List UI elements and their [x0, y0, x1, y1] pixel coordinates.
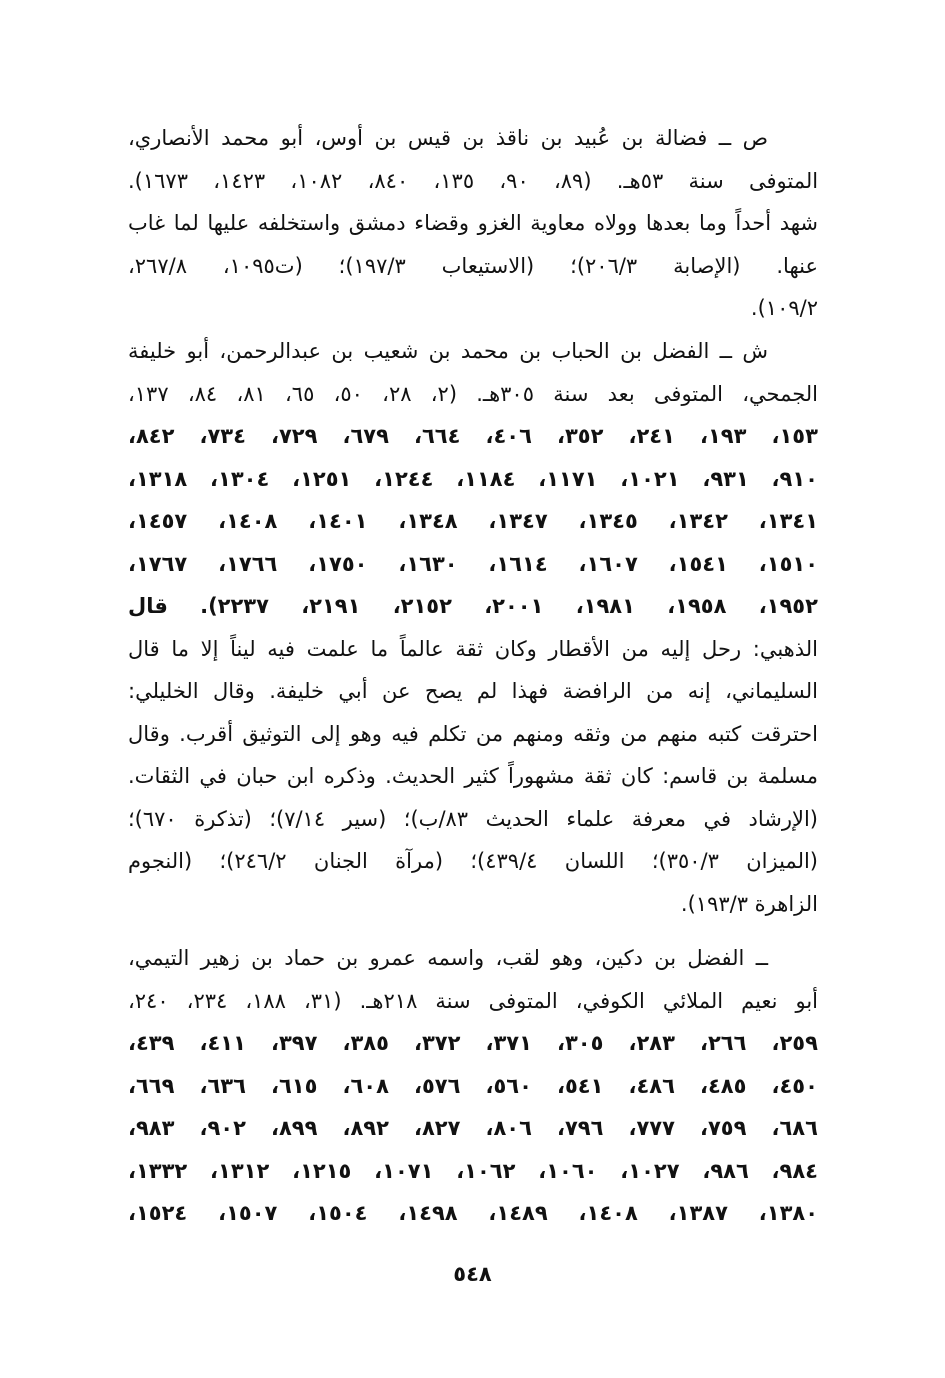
text-line: الذهبي: رحل إليه من الأقطار وكان ثقة عالماً ما علمت فيه ليناً إلا ما قال — [128, 636, 818, 661]
text-line: ١٠٩/٢). — [750, 296, 818, 320]
text-line: احترقت كتبه منهم من وثقه ومنهم من تكلم فيه وهو إلى التوثيق أقرب. وقال — [128, 721, 818, 746]
page-number: ٥٤٨ — [453, 1262, 492, 1286]
text-line: ــ الفضل بن دكين، وهو لقب، واسمه عمرو بن حماد بن زهير التيمي، — [128, 946, 768, 970]
text-line: ص ــ فضالة بن عُبيد بن ناقذ بن قيس بن أوس، أبو محمد الأنصاري، — [128, 126, 768, 150]
text-line: السليماني، إنه من الرافضة فهذا لم يصح عن أبي خليفة. وقال الخليلي: — [128, 679, 818, 703]
reference-numbers-line: ٤٥٠، ٤٨٥، ٤٨٦، ٥٤١، ٥٦٠، ٥٧٦، ٦٠٨، ٦١٥، ٦٣٦، ٦٦٩، — [128, 1073, 818, 1098]
biography-entry-fadala-ibn-ubayd — [128, 117, 818, 330]
text-line: (الميزان ٣٥٠/٣)؛ اللسان ٤٣٩/٤)؛ (مرآة الجنان ٢٤٦/٢)؛ (النجوم — [128, 849, 818, 873]
reference-numbers-line: ٦٨٦، ٧٥٩، ٧٧٧، ٧٩٦، ٨٠٦، ٨٢٧، ٨٩٢، ٨٩٩، ٩٠٢، ٩٨٣، — [128, 1116, 818, 1140]
reference-numbers-line: ١٩٥٢، ١٩٥٨، ١٩٨١، ٢٠٠١، ٢١٥٢، ٢١٩١، ٢٢٣٧). قال — [128, 594, 818, 618]
reference-numbers-line: ٩٨٤، ٩٨٦، ١٠٢٧، ١٠٦٠، ١٠٦٢، ١٠٧١، ١٢١٥، ١٣١٢، ١٣٣٢، — [128, 1158, 818, 1183]
biography-entry-fadl-ibn-dukayn — [128, 937, 818, 1235]
text-line: شهد أحداً وما بعدها وولاه معاوية الغزو وقضاء دمشق واستخلفه عليها لما غاب — [128, 211, 818, 235]
text-line: الجمحي، المتوفى بعد سنة ٣٠٥هـ. (٢، ٢٨، ٥٠، ٦٥، ٨١، ٨٤، ١٣٧، — [128, 381, 818, 406]
text-line: مسلمة بن قاسم: كان ثقة مشهوراً كثير الحديث. وذكره ابن حبان في الثقات. — [128, 764, 818, 788]
text-line: المتوفى سنة ٥٣هـ. (٨٩، ٩٠، ١٣٥، ٨٤٠، ١٠٨٢، ١٤٢٣، ١٦٧٣). — [128, 168, 818, 193]
reference-numbers-line: ٩١٠، ٩٣١، ١٠٢١، ١١٧١، ١١٨٤، ١٢٤٤، ١٢٥١، ١٣٠٤، ١٣١٨، — [128, 466, 818, 491]
reference-numbers-line: ١٣٤١، ١٣٤٢، ١٣٤٥، ١٣٤٧، ١٣٤٨، ١٤٠١، ١٤٠٨، ١٤٥٧، — [128, 509, 818, 533]
text-line: أبو نعيم الملائي الكوفي، المتوفى سنة ٢١٨هـ. (٣١، ١٨٨، ٢٣٤، ٢٤٠، — [128, 988, 818, 1013]
reference-numbers-line: ١٣٨٠، ١٣٨٧، ١٤٠٨، ١٤٨٩، ١٤٩٨، ١٥٠٤، ١٥٠٧، ١٥٢٤، — [128, 1201, 818, 1225]
reference-numbers-line: ١٥١٠، ١٥٤١، ١٦٠٧، ١٦١٤، ١٦٣٠، ١٧٥٠، ١٧٦٦، ١٧٦٧، — [128, 551, 818, 576]
text-line: (الإرشاد في معرفة علماء الحديث ٨٣/ب)؛ (سير ٧/١٤)؛ (تذكرة ٦٧٠)؛ — [128, 806, 818, 831]
reference-numbers-line: ١٥٣، ١٩٣، ٢٤١، ٣٥٢، ٤٠٦، ٦٦٤، ٦٧٩، ٧٢٩، ٧٣٤، ٨٤٢، — [128, 424, 818, 448]
reference-numbers-line: ٢٥٩، ٢٦٦، ٢٨٣، ٣٠٥، ٣٧١، ٣٧٢، ٣٨٥، ٣٩٧، ٤١١، ٤٣٩، — [128, 1031, 818, 1055]
text-line: ش ــ الفضل بن الحباب بن محمد بن شعيب بن عبدالرحمن، أبو خليفة — [128, 339, 768, 363]
text-line: عنها. (الإصابة ٢٠٦/٣)؛ (الاستيعاب ١٩٧/٣)؛ (ت١٠٩٥، ٢٦٧/٨، — [128, 253, 818, 278]
biography-entry-fadl-ibn-al-hubab — [128, 330, 818, 925]
text-line: الزاهرة ١٩٣/٣). — [680, 891, 818, 916]
